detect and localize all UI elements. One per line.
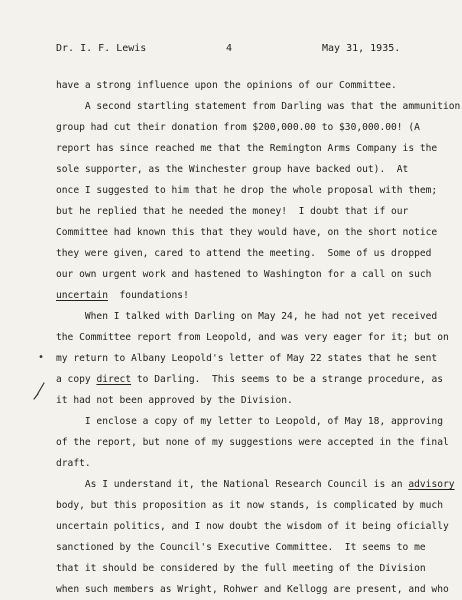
- header-page-number: 4: [226, 43, 233, 54]
- header-date: May 31, 1935.: [322, 43, 401, 54]
- line-post: foundations!: [107, 290, 189, 301]
- body-line: [56, 374, 443, 386]
- body-line: sanctioned by the Council's Executive Committee. It seems to me: [56, 542, 426, 553]
- body-line: of the report, but none of my suggestions were accepted in the final: [56, 437, 449, 448]
- body-line: A second startling statement from Darling was that the ammunition: [56, 101, 461, 112]
- line-pre: As I understand it, the National Research Council is an: [56, 479, 409, 490]
- body-line: my return to Albany Leopold's letter of May 22 states that he sent: [56, 353, 438, 364]
- body-line: but he replied that he needed the money! I doubt that if our: [56, 206, 409, 217]
- underlined-word: direct: [96, 374, 132, 385]
- body-line: once I suggested to him that he drop the whole proposal with them;: [56, 185, 438, 196]
- body-line: group had cut their donation from $200,000.00 to $30,000.00! (A: [56, 122, 420, 133]
- body-line: have a strong influence upon the opinions of our Committee.: [56, 80, 397, 91]
- body-line: draft.: [56, 458, 91, 469]
- body-line: When I talked with Darling on May 24, he had not yet received: [56, 311, 438, 322]
- body-line: that it should be considered by the full meeting of the Division: [56, 563, 426, 574]
- margin-dot-mark: •: [38, 352, 45, 363]
- body-line: when such members as Wright, Rohwer and Kellogg are present, and who: [56, 584, 449, 595]
- header-recipient: Dr. I. F. Lewis: [56, 43, 147, 54]
- body-line: sole supporter, as the Winchester group have backed out). At: [56, 164, 409, 175]
- body-line: body, but this proposition as it now stands, is complicated by much: [56, 500, 443, 511]
- body-line: Committee had known this that they would have, on the short notice: [56, 227, 438, 238]
- line-post: to Darling. This seems to be a strange procedure, as: [131, 374, 443, 385]
- line-pre: a copy: [56, 374, 97, 385]
- pencil-check-mark: [32, 380, 46, 402]
- underlined-word: advisory: [408, 479, 455, 490]
- body-line: uncertain politics, and I now doubt the wisdom of it being oficially: [56, 521, 449, 532]
- underlined-word: uncertain: [56, 290, 108, 301]
- body-line: report has since reached me that the Remington Arms Company is the: [56, 143, 438, 154]
- body-line: our own urgent work and hastened to Washington for a call on such: [56, 269, 432, 280]
- body-line: [56, 479, 455, 491]
- body-line: it had not been approved by the Division.: [56, 395, 293, 406]
- body-line: the Committee report from Leopold, and was very eager for it; but on: [56, 332, 449, 343]
- body-line: [56, 290, 189, 302]
- body-line: they were given, cared to attend the meeting. Some of us dropped: [56, 248, 432, 259]
- body-line: I enclose a copy of my letter to Leopold, of May 18, approving: [56, 416, 443, 427]
